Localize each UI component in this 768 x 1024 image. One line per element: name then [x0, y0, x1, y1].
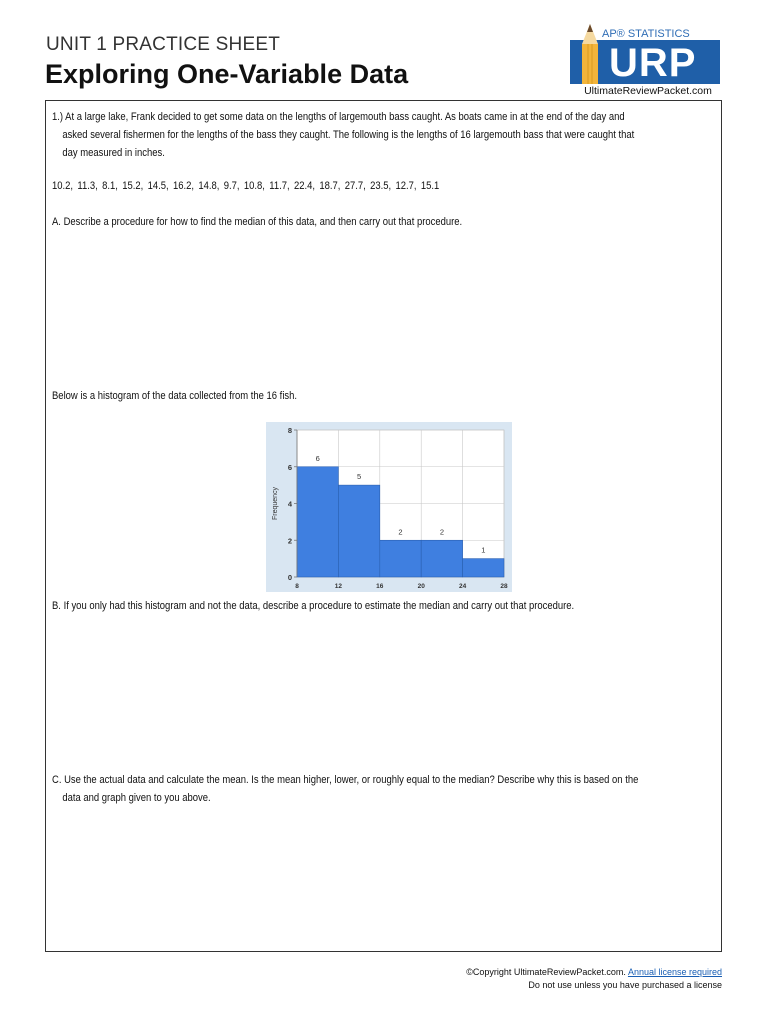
histogram-chart [266, 422, 512, 592]
logo-site: UltimateReviewPacket.com [584, 85, 712, 97]
logo-letters: URP [609, 41, 697, 85]
copyright-line [466, 967, 722, 977]
sheet-subtitle: UNIT 1 PRACTICE SHEET [46, 34, 280, 55]
part-c-line-2: data and graph given to you above. [62, 792, 211, 804]
y-axis-label: Frequency [272, 486, 279, 521]
urp-logo [562, 20, 724, 100]
y-tick-label: 0 [287, 573, 292, 582]
bar-data-label: 1 [481, 545, 486, 555]
histogram-intro: Below is a histogram of the data collected from the 16 fish. [52, 390, 298, 402]
x-tick-label: 24 [458, 583, 467, 590]
bar-data-label: 5 [357, 472, 362, 482]
bar-data-label: 2 [398, 527, 403, 537]
x-tick-label: 16 [376, 583, 384, 590]
part-c-prompt [52, 771, 714, 807]
copyright-text: ©Copyright UltimateReviewPacket.com. [466, 967, 628, 977]
y-tick-label: 8 [287, 426, 292, 435]
y-tick-label: 2 [287, 536, 292, 546]
logo-top-text: AP® STATISTICS [602, 28, 690, 40]
bass-lengths-data: 10.2, 11.3, 8.1, 15.2, 14.5, 16.2, 14.8, 9.7, 10.8, 11.7, 22.4, 18.7, 27.7, 23.5, 12.7, 15.1 [52, 180, 440, 192]
y-tick-label: 4 [287, 499, 292, 509]
question-1-text [52, 108, 714, 162]
question-1-line-3: day measured in inches. [62, 147, 165, 159]
y-tick-label: 6 [287, 462, 292, 472]
question-1-line-2: asked several fishermen for the lengths of the bass they caught. The following is the lengths of 16 largemouth bass that were caught that [62, 129, 635, 141]
histogram-bar [380, 540, 421, 577]
histogram-bar [421, 540, 462, 577]
question-1-line-1: 1.) At a large lake, Frank decided to get some data on the lengths of largemouth bass caught. As boats came in at the end of the day and [52, 111, 625, 123]
part-c-line-1: C. Use the actual data and calculate the mean. Is the mean higher, lower, or roughly equal to the median? Describe why this is based on the [52, 774, 639, 786]
bar-data-label: 6 [315, 453, 320, 463]
license-notice: Do not use unless you have purchased a license [528, 980, 722, 990]
part-a-prompt: A. Describe a procedure for how to find the median of this data, and then carry out that procedure. [52, 216, 463, 228]
x-tick-label: 28 [500, 583, 508, 590]
histogram-bar [463, 559, 504, 577]
histogram-bar [338, 485, 379, 577]
bar-data-label: 2 [439, 527, 444, 537]
sheet-title: Exploring One-Variable Data [45, 59, 409, 89]
histogram-svg [266, 422, 512, 592]
x-tick-label: 12 [334, 583, 343, 590]
part-b-prompt: B. If you only had this histogram and not the data, describe a procedure to estimate the median and carry out that procedure. [52, 600, 575, 612]
license-link[interactable]: Annual license required [627, 967, 722, 977]
histogram-bar [297, 467, 338, 577]
x-tick-label: 8 [295, 583, 299, 590]
x-tick-label: 20 [417, 583, 425, 590]
